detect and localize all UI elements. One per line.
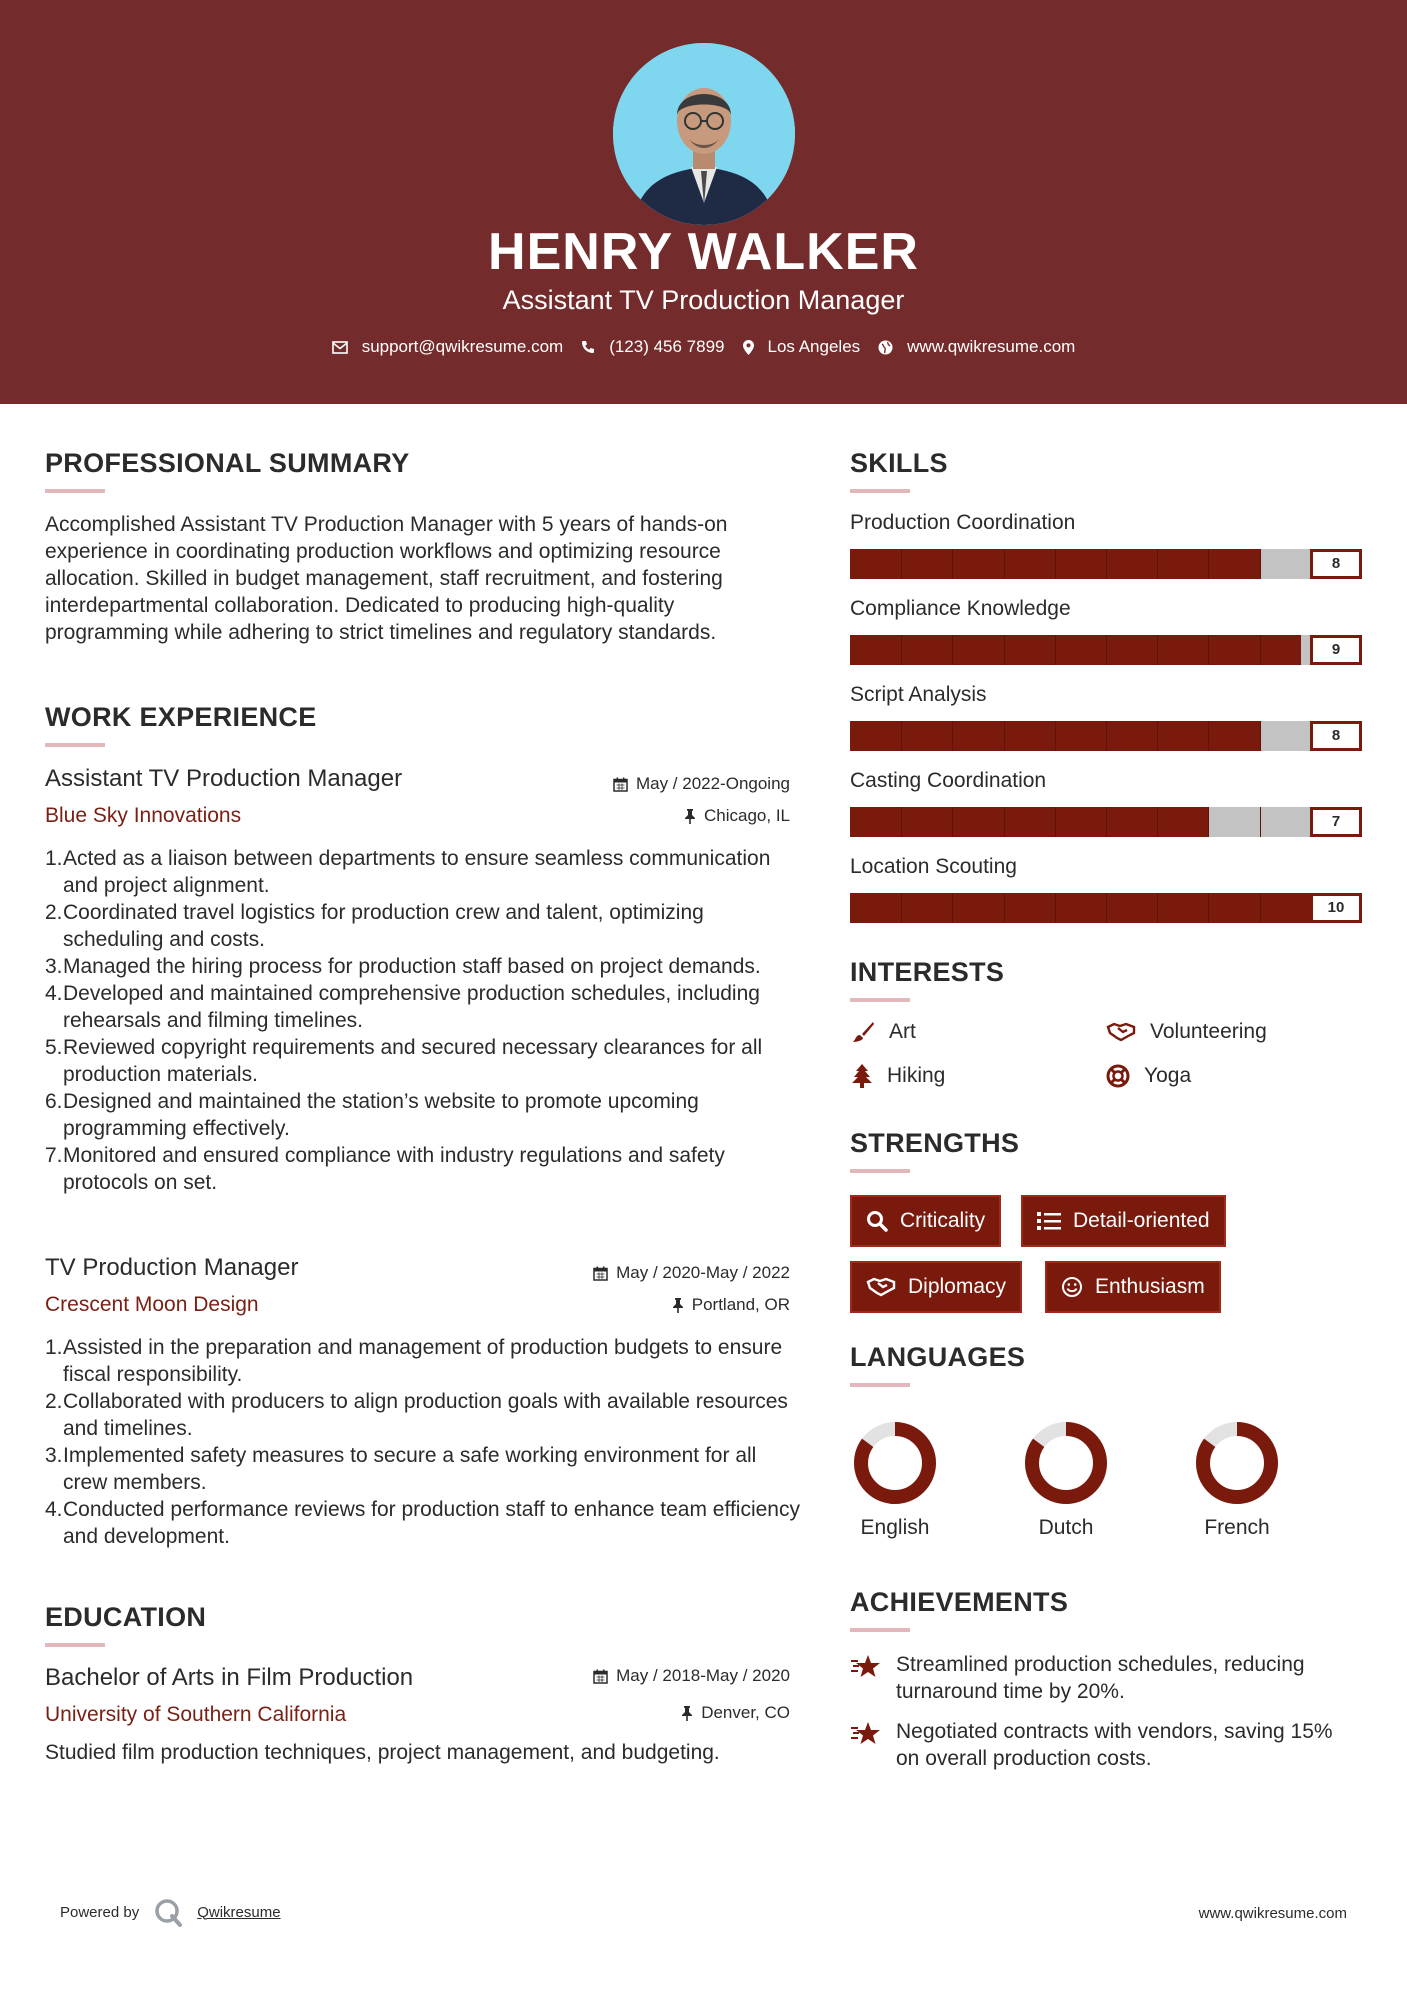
skill-bar-segment (1260, 721, 1261, 751)
education-location (681, 1703, 790, 1723)
skill-bar-segment (1260, 807, 1261, 837)
achievement-item (850, 1718, 1360, 1772)
map-pin-icon (743, 340, 754, 355)
achievement-text: Streamlined production schedules, reducing turnaround time by 20%. (896, 1653, 1305, 1703)
skill-bar-segment (1004, 635, 1005, 665)
skill-bar-segment (1004, 893, 1005, 923)
contact-location (743, 337, 861, 357)
skill-bar-segment (1106, 549, 1107, 579)
list-item: 1. Assisted in the preparation and management of production budgets to ensure fiscal responsibility. (45, 1336, 783, 1386)
skill-score: 8 (1310, 549, 1362, 579)
pushpin-icon (684, 809, 696, 824)
candidate-role: Assistant TV Production Manager (502, 285, 905, 315)
paintbrush-icon (851, 1020, 875, 1044)
job-location (672, 1295, 790, 1315)
skill-score: 8 (1310, 721, 1362, 751)
summary-text: Accomplished Assistant TV Production Manager with 5 years of hands-on experience in coordinating production workflows and optimizing resource allocation. Skilled in budget management, staff recruitment, and fostering interdepartmental collaboration. Dedicated to producing high-quality programming while adhering to strict timelines and regulatory standards. (45, 513, 728, 644)
skill-bar-segment (1055, 807, 1056, 837)
skill-bar-segment (1260, 635, 1261, 665)
calendar-icon (593, 1266, 608, 1281)
skill-bar-segment (1208, 807, 1209, 837)
education-dates (593, 1666, 790, 1686)
skill-bar-segment (1004, 807, 1005, 837)
skill-bar-fill (850, 635, 1301, 665)
search-icon (866, 1210, 888, 1232)
skill-bar-segment (1157, 893, 1158, 923)
skill-bar-segment (952, 721, 953, 751)
interest-item (1106, 1064, 1191, 1088)
languages-underline (850, 1383, 910, 1387)
language-donut (1192, 1418, 1282, 1508)
strength-label: Enthusiasm (1095, 1275, 1205, 1298)
handshake-icon (1106, 1021, 1136, 1043)
skill-bar-segment (952, 893, 953, 923)
skill-bar (850, 721, 1362, 751)
skill-bar-segment (1055, 549, 1056, 579)
job-company: Crescent Moon Design (45, 1293, 259, 1316)
job-bullet-list (45, 1334, 805, 1550)
language-item (835, 1418, 955, 1540)
strength-label: Diplomacy (908, 1275, 1007, 1298)
skill-bar-fill (850, 807, 1208, 837)
strength-tag (850, 1261, 1022, 1313)
list-item: 2. Coordinated travel logistics for production crew and talent, optimizing scheduling and costs. (45, 901, 704, 951)
interest-label: Hiking (887, 1064, 946, 1087)
candidate-name: HENRY WALKER (488, 223, 919, 281)
strengths-heading: STRENGTHS (850, 1128, 1020, 1158)
skill-score: 9 (1310, 635, 1362, 665)
education-heading: EDUCATION (45, 1602, 207, 1632)
job-dates-text: May / 2022-Ongoing (635, 774, 790, 793)
language-label: French (1204, 1516, 1270, 1539)
skill-bar-segment (901, 721, 902, 751)
skill-bar-segment (1260, 893, 1261, 923)
calendar-icon (613, 777, 628, 792)
strength-tag (850, 1195, 1001, 1247)
strengths-underline (850, 1169, 910, 1173)
education-location-text: Denver, CO (701, 1703, 790, 1722)
skill-name: Casting Coordination (850, 769, 1047, 792)
interest-item (851, 1020, 916, 1044)
experience-heading: WORK EXPERIENCE (45, 702, 317, 732)
pushpin-icon (681, 1706, 693, 1721)
globe-icon (878, 340, 893, 355)
contact-phone[interactable] (581, 337, 724, 357)
skill-name: Production Coordination (850, 511, 1076, 534)
skill-bar-segment (1157, 635, 1158, 665)
language-donut (850, 1418, 940, 1508)
experience-underline (45, 743, 105, 747)
skill-bar (850, 635, 1362, 665)
resume-header (0, 0, 1407, 404)
pushpin-icon (672, 1298, 684, 1313)
skills-heading: SKILLS (850, 448, 948, 478)
skill-bar-segment (1208, 893, 1209, 923)
list-item: 6. Designed and maintained the station’s website to promote upcoming programming effectively. (45, 1090, 699, 1140)
skill-bar-segment (1106, 807, 1107, 837)
email-text: support@qwikresume.com (361, 337, 564, 356)
footer-url[interactable]: www.qwikresume.com (1198, 1905, 1347, 1922)
skill-score: 10 (1310, 893, 1362, 923)
job-company: Blue Sky Innovations (45, 804, 242, 827)
education-description: Studied film production techniques, project management, and budgeting. (45, 1741, 720, 1764)
skill-name: Location Scouting (850, 855, 1017, 878)
strength-label: Criticality (900, 1209, 986, 1232)
skill-bar-segment (952, 549, 953, 579)
skill-bar (850, 893, 1362, 923)
handshake-icon (866, 1276, 896, 1298)
interest-label: Volunteering (1150, 1020, 1267, 1043)
job-location-text: Chicago, IL (704, 806, 790, 825)
strength-tag (1021, 1195, 1226, 1247)
skill-bar-segment (1157, 549, 1158, 579)
calendar-icon (593, 1669, 608, 1684)
summary-heading: PROFESSIONAL SUMMARY (45, 448, 410, 478)
list-item: 2. Collaborated with producers to align production goals with available resources and timelines. (45, 1390, 788, 1440)
skill-name: Script Analysis (850, 683, 987, 706)
list-icon (1037, 1211, 1061, 1231)
summary-underline (45, 489, 105, 493)
school-name: University of Southern California (45, 1703, 347, 1726)
language-item (1006, 1418, 1126, 1540)
skill-bar-segment (1260, 549, 1261, 579)
interest-label: Yoga (1144, 1064, 1192, 1087)
language-label: Dutch (1038, 1516, 1094, 1539)
job-bullet-list (45, 845, 805, 1196)
job-location-text: Portland, OR (691, 1295, 790, 1314)
interest-item (851, 1064, 945, 1088)
skill-bar-segment (952, 635, 953, 665)
skill-bar-segment (901, 635, 902, 665)
list-item: 4. Conducted performance reviews for production staff to enhance team efficiency and development. (45, 1498, 800, 1548)
list-item: 3. Implemented safety measures to secure a safe working environment for all crew members. (45, 1444, 757, 1494)
achievement-text: Negotiated contracts with vendors, saving 15% on overall production costs. (896, 1720, 1333, 1770)
achievements-underline (850, 1628, 910, 1632)
skill-bar-segment (1208, 635, 1209, 665)
qwikresume-logo-icon (153, 1897, 183, 1927)
star-award-icon (850, 1720, 882, 1748)
phone-icon (581, 340, 595, 354)
skill-bar-segment (901, 807, 902, 837)
interest-item (1106, 1020, 1267, 1044)
language-item (1177, 1418, 1297, 1540)
tree-icon (851, 1064, 873, 1088)
job-title: Assistant TV Production Manager (45, 765, 403, 792)
list-item: 5. Reviewed copyright requirements and secured necessary clearances for all production materials. (45, 1036, 763, 1086)
skill-bar-segment (901, 893, 902, 923)
phone-text: (123) 456 7899 (609, 337, 725, 356)
strength-label: Detail-oriented (1073, 1209, 1210, 1232)
lifebuoy-icon (1106, 1064, 1130, 1088)
skill-name: Compliance Knowledge (850, 597, 1071, 620)
skill-bar-segment (952, 807, 953, 837)
job-dates (613, 774, 790, 794)
interests-heading: INTERESTS (850, 957, 1005, 987)
skill-bar (850, 807, 1362, 837)
smile-icon (1061, 1276, 1083, 1298)
powered-by-text: Powered by (60, 1903, 140, 1921)
footer-powered-by (60, 1897, 281, 1927)
star-award-icon (850, 1653, 882, 1681)
degree-title: Bachelor of Arts in Film Production (45, 1664, 414, 1691)
job-location (684, 806, 790, 826)
interest-label: Art (889, 1020, 916, 1043)
contact-bar (0, 337, 1407, 357)
skill-score: 7 (1310, 807, 1362, 837)
skills-underline (850, 489, 910, 493)
job-dates (593, 1263, 790, 1283)
education-underline (45, 1643, 105, 1647)
skill-bar-segment (1106, 635, 1107, 665)
contact-website[interactable] (878, 337, 1075, 357)
list-item: 1. Acted as a liaison between departments to ensure seamless communication and project alignment. (45, 847, 771, 897)
skill-bar-segment (1055, 721, 1056, 751)
skill-bar-segment (901, 549, 902, 579)
achievements-heading: ACHIEVEMENTS (850, 1587, 1069, 1617)
list-item: 4. Developed and maintained comprehensive production schedules, including rehearsals and filming timelines. (45, 982, 760, 1032)
education-dates-text: May / 2018-May / 2020 (616, 1666, 790, 1685)
location-text: Los Angeles (767, 337, 861, 356)
language-label: English (860, 1516, 930, 1539)
contact-email[interactable] (332, 337, 564, 357)
strength-tag (1045, 1261, 1221, 1313)
skill-bar-segment (1004, 721, 1005, 751)
skill-bar-segment (1055, 893, 1056, 923)
language-donut (1021, 1418, 1111, 1508)
envelope-icon (332, 341, 348, 354)
website-text: www.qwikresume.com (907, 337, 1076, 356)
person-portrait-icon (613, 43, 795, 225)
skill-bar-segment (1157, 721, 1158, 751)
skill-bar-segment (1208, 549, 1209, 579)
languages-heading: LANGUAGES (850, 1342, 1026, 1372)
brand-link[interactable]: Qwikresume (197, 1903, 281, 1921)
skill-bar (850, 549, 1362, 579)
achievement-item (850, 1651, 1360, 1705)
skill-bar-segment (1055, 635, 1056, 665)
profile-photo (613, 43, 795, 225)
list-item: 3. Managed the hiring process for production staff based on project demands. (45, 955, 761, 978)
job-title: TV Production Manager (45, 1254, 299, 1281)
skill-bar-segment (1004, 549, 1005, 579)
job-dates-text: May / 2020-May / 2022 (616, 1263, 790, 1282)
skill-bar-segment (1106, 721, 1107, 751)
interests-underline (850, 998, 910, 1002)
skill-bar-segment (1208, 721, 1209, 751)
skill-bar-segment (1157, 807, 1158, 837)
list-item: 7. Monitored and ensured compliance with industry regulations and safety protocols on set. (45, 1144, 725, 1194)
skill-bar-segment (1106, 893, 1107, 923)
